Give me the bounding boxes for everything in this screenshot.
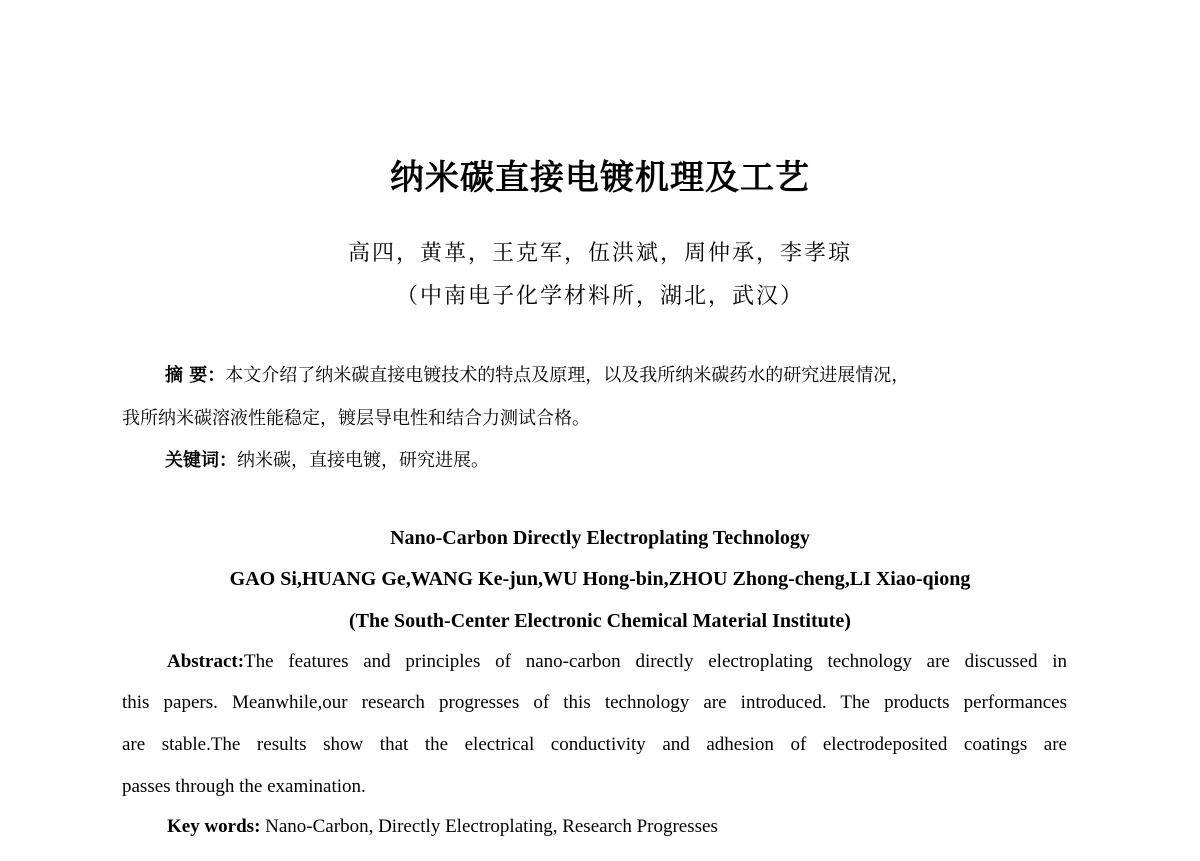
authors-en: GAO Si,HUANG Ge,WANG Ke-jun,WU Hong-bin,ZHOU Zhong-cheng,LI Xiao-qiong (229, 568, 971, 590)
abstract-cn-label: 摘 要： (165, 365, 226, 386)
keywords-cn-label: 关键词： (165, 450, 237, 471)
abstract-cn-line-1 (165, 361, 909, 387)
abstract-cn-text-1: 本文介绍了纳米碳直接电镀技术的特点及原理，以及我所纳米碳药水的研究进展情况， (225, 365, 910, 386)
keywords-en (167, 816, 718, 838)
abstract-cn-line-2: 我所纳米碳溶液性能稳定，镀层导电性和结合力测试合格。 (122, 408, 590, 429)
authors-cn: 高四，黄革，王克军，伍洪斌，周仲承，李孝琼 (347, 241, 852, 266)
title-en: Nano-Carbon Directly Electroplating Technology (390, 527, 810, 549)
abstract-en-line-3: are stable.The results show that the electrical conductivity and adhesion of electrodeposited coatings are (122, 734, 1067, 755)
keywords-en-label: Key words: (167, 816, 261, 837)
abstract-en-label: Abstract: (167, 651, 245, 672)
abstract-en-line-4: passes through the examination. (122, 776, 366, 797)
abstract-en-text-1: The features and principles of nano-carbon directly electroplating technology are discussed in (244, 651, 1067, 672)
keywords-cn (165, 446, 489, 472)
abstract-en-line-2: this papers. Meanwhile,our research progresses of this technology are introduced. The products performances (122, 692, 1067, 713)
keywords-cn-text: 纳米碳，直接电镀，研究进展。 (237, 450, 489, 471)
abstract-en-line-1 (167, 651, 1067, 673)
affiliation-cn: （中南电子化学材料所，湖北，武汉） (395, 284, 804, 309)
title-cn: 纳米碳直接电镀机理及工艺 (390, 158, 810, 198)
keywords-en-text: Nano-Carbon, Directly Electroplating, Research Progresses (260, 816, 718, 837)
affiliation-en: (The South-Center Electronic Chemical Material Institute) (349, 610, 851, 632)
